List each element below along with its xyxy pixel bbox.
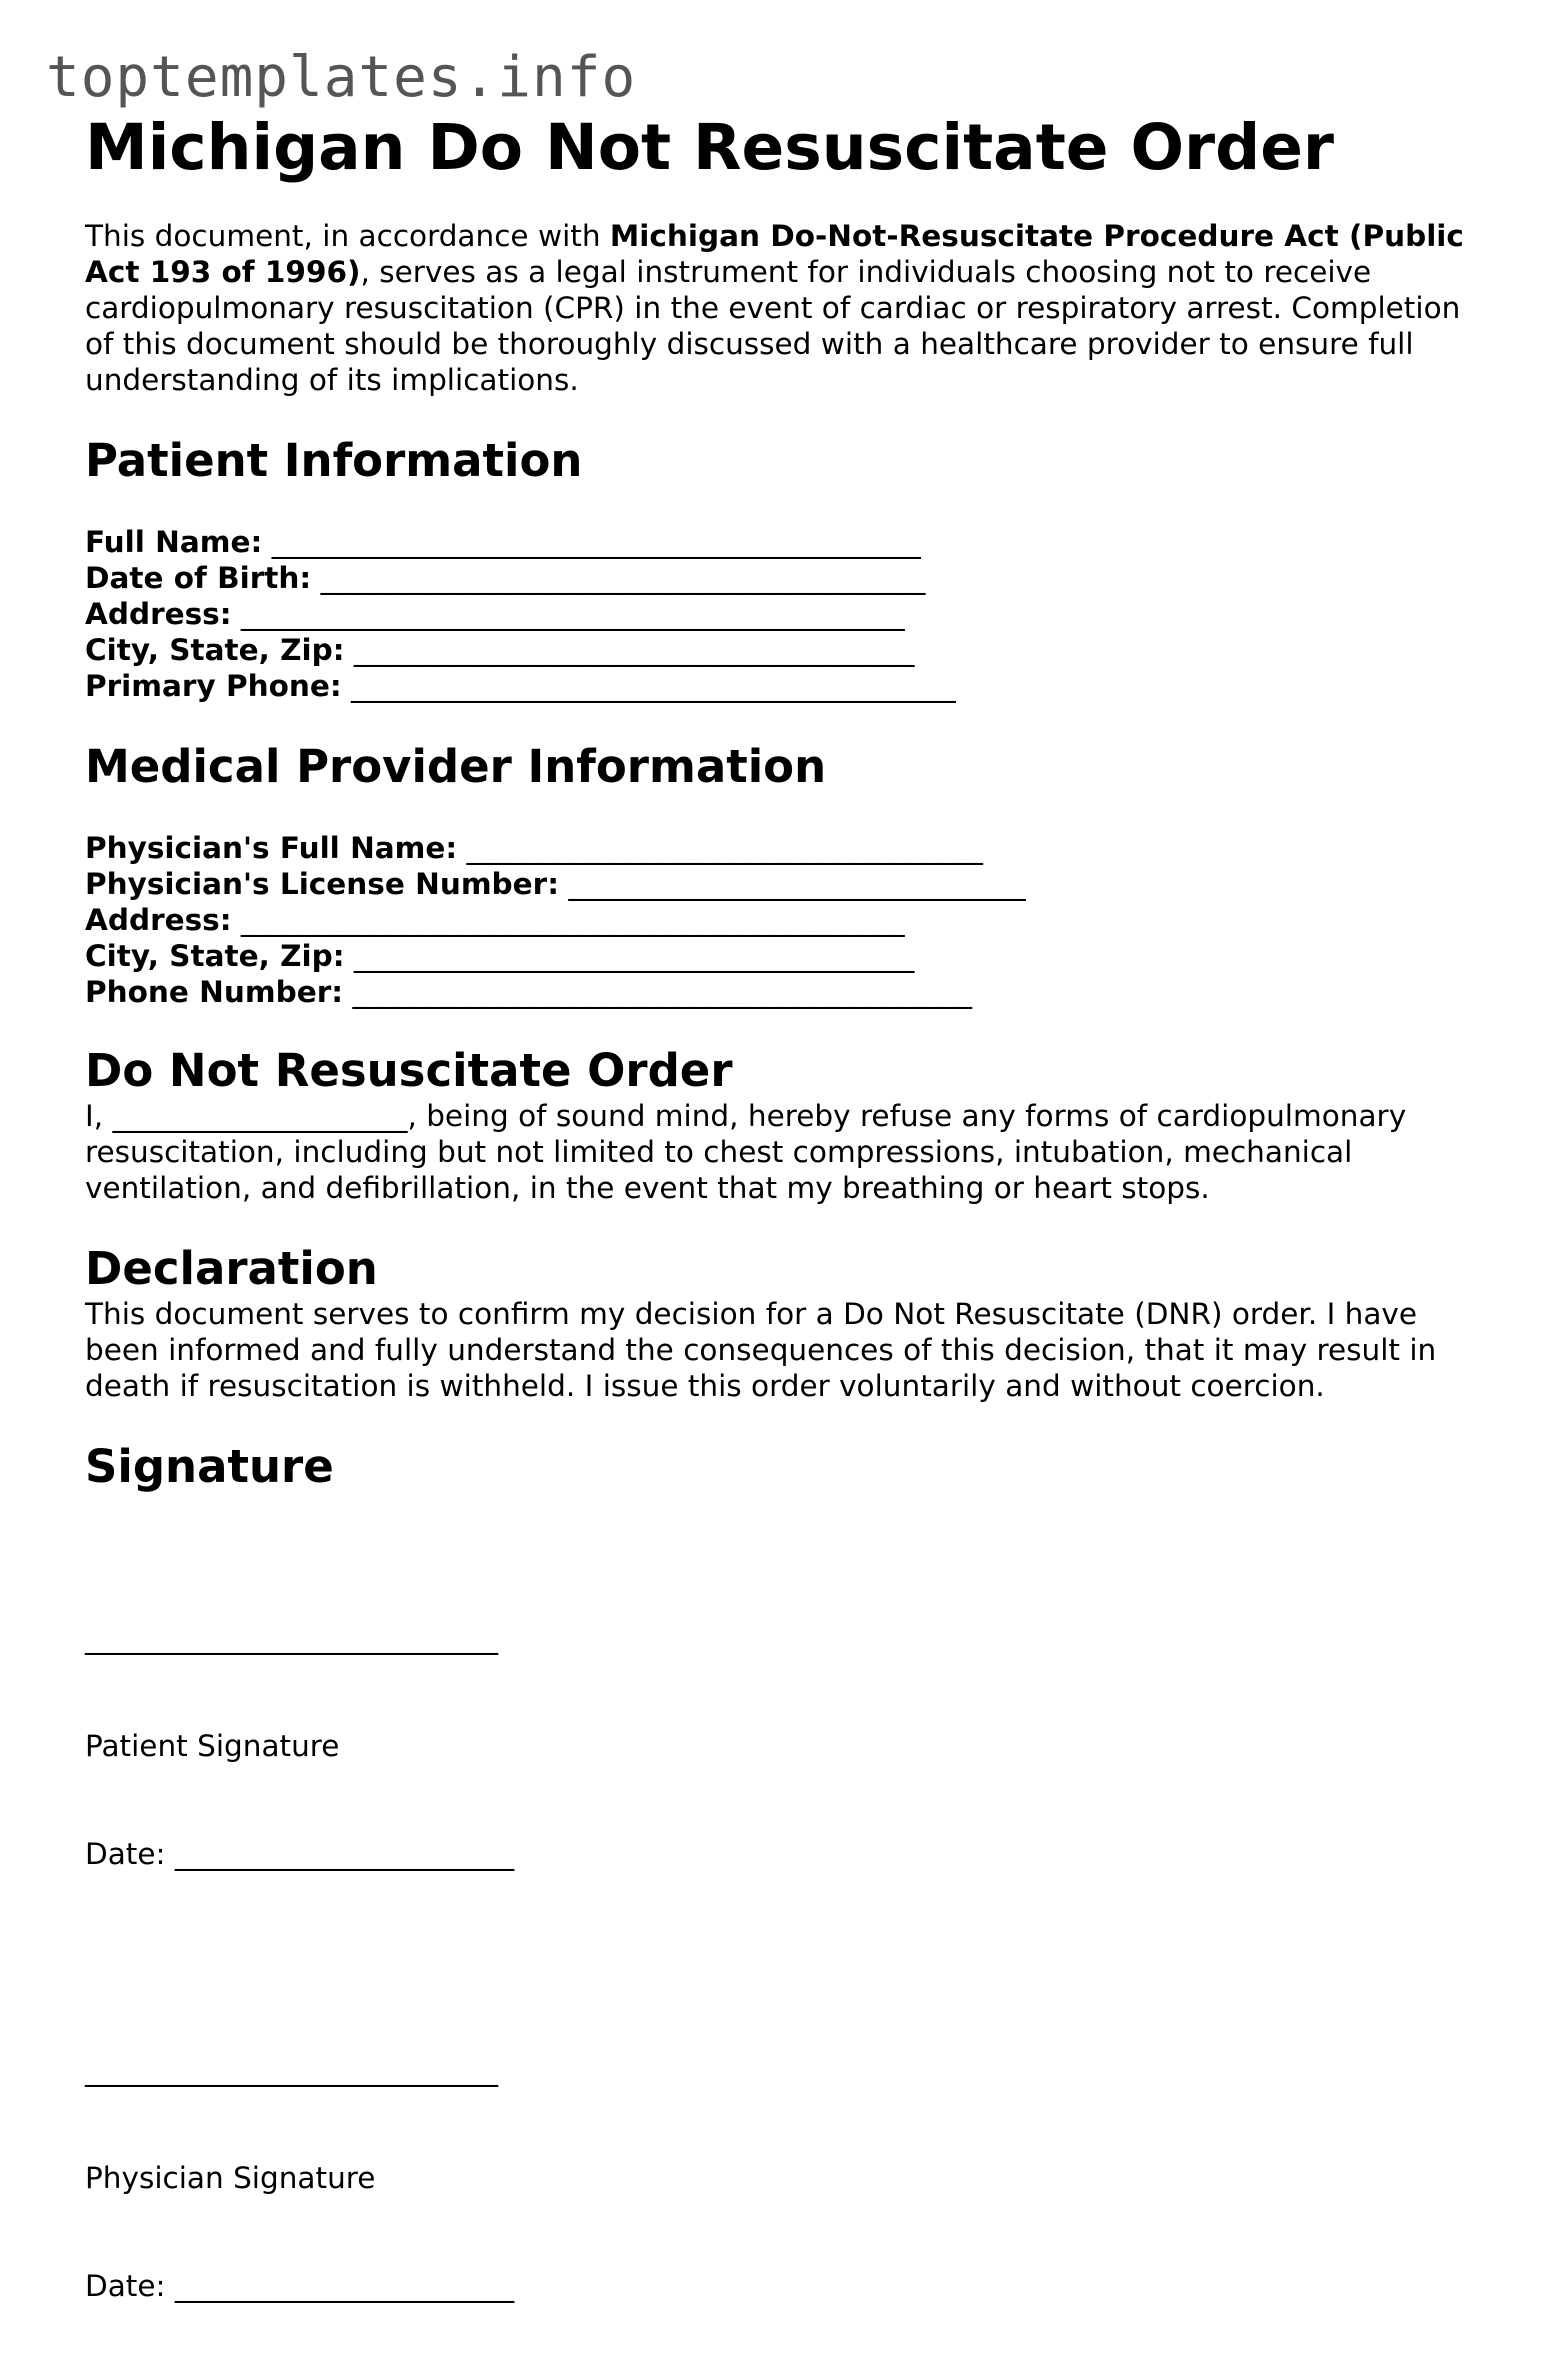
field-blank: __________________________________________ bbox=[343, 975, 972, 1010]
dnr-statement: I, ____________________, being of sound mind, hereby refuse any forms of cardiopulmonary resuscitation, including but not limited to chest compressions, intubation, mechanical ventilation, and defibrillation, in the event that my breathing or heart stops. bbox=[85, 1099, 1407, 1206]
field-label: Physician's License Number: bbox=[85, 867, 560, 902]
patient-heading: Patient Information bbox=[85, 434, 583, 488]
declaration-heading: Declaration bbox=[85, 1242, 378, 1296]
field-blank: _________________________________________ bbox=[311, 561, 926, 596]
field-label: Primary Phone: bbox=[85, 669, 342, 704]
provider-fields bbox=[85, 830, 1485, 1010]
field-blank: _____________________________________________ bbox=[231, 597, 905, 632]
patient-signature-label: Patient Signature bbox=[85, 1729, 340, 1764]
patient-address-field[interactable] bbox=[85, 596, 1485, 632]
document-title: Michigan Do Not Resuscitate Order bbox=[85, 111, 1334, 184]
intro-paragraph bbox=[85, 218, 1485, 398]
field-label: City, State, Zip: bbox=[85, 633, 345, 668]
field-blank: _______________________________ bbox=[559, 867, 1026, 902]
field-label: City, State, Zip: bbox=[85, 939, 345, 974]
patient-full-name-field[interactable] bbox=[85, 524, 1485, 560]
declaration-text: This document serves to confirm my decision for a Do Not Resuscitate (DNR) order. I have been informed and fully understand the consequences of this decision, that it may result in death if resuscitation is withheld. I issue this order voluntarily and without coercion. bbox=[85, 1297, 1437, 1404]
field-label: Date of Birth: bbox=[85, 561, 312, 596]
field-blank: _________________________________________ bbox=[341, 669, 956, 704]
intro-act-name: Michigan Do-Not-Resuscitate Procedure Act (Public Act 193 of 1996) bbox=[85, 219, 1464, 290]
patient-signature-line[interactable]: ____________________________ bbox=[85, 1621, 498, 1656]
physician-license-field[interactable] bbox=[85, 866, 1485, 902]
physician-date-field[interactable]: Date: _______________________ bbox=[85, 2269, 515, 2304]
field-label: Phone Number: bbox=[85, 975, 344, 1010]
intro-text-2: , serves as a legal instrument for individuals choosing not to receive cardiopulmonary resuscitation (CPR) in the event of cardiac or respiratory arrest. Completion of this document should be thoroughly discussed with a healthcare provider to ensure full understanding of its implications. bbox=[85, 255, 1461, 398]
dnr-heading: Do Not Resuscitate Order bbox=[85, 1044, 733, 1098]
physician-signature-block bbox=[85, 1980, 1485, 2376]
field-label: Physician's Full Name: bbox=[85, 831, 458, 866]
document-page bbox=[85, 112, 1485, 2376]
signature-heading: Signature bbox=[85, 1440, 334, 1494]
field-blank: _____________________________________________ bbox=[231, 903, 905, 938]
provider-city-state-zip-field[interactable] bbox=[85, 938, 1485, 974]
physician-signature-label: Physician Signature bbox=[85, 2161, 376, 2196]
signature-section bbox=[85, 1440, 1485, 2376]
intro-text-1: This document, in accordance with bbox=[85, 219, 610, 254]
physician-signature-line[interactable]: ____________________________ bbox=[85, 2053, 498, 2088]
provider-heading: Medical Provider Information bbox=[85, 740, 827, 794]
field-label: Address: bbox=[85, 903, 232, 938]
provider-phone-field[interactable] bbox=[85, 974, 1485, 1010]
field-blank: ______________________________________ bbox=[344, 633, 915, 668]
field-blank: ______________________________________ bbox=[344, 939, 915, 974]
watermark: toptemplates.info bbox=[46, 45, 637, 110]
patient-dob-field[interactable] bbox=[85, 560, 1485, 596]
declaration-section bbox=[85, 1242, 1485, 1404]
patient-fields bbox=[85, 524, 1485, 704]
patient-city-state-zip-field[interactable] bbox=[85, 632, 1485, 668]
field-label: Full Name: bbox=[85, 525, 263, 560]
provider-address-field[interactable] bbox=[85, 902, 1485, 938]
dnr-section bbox=[85, 1044, 1485, 1206]
patient-date-field[interactable]: Date: _______________________ bbox=[85, 1837, 515, 1872]
field-blank: ____________________________________________ bbox=[262, 525, 921, 560]
patient-phone-field[interactable] bbox=[85, 668, 1485, 704]
physician-name-field[interactable] bbox=[85, 830, 1485, 866]
patient-signature-block bbox=[85, 1548, 1485, 1944]
field-label: Address: bbox=[85, 597, 232, 632]
provider-section bbox=[85, 740, 1485, 1010]
patient-section bbox=[85, 434, 1485, 704]
field-blank: ___________________________________ bbox=[457, 831, 983, 866]
